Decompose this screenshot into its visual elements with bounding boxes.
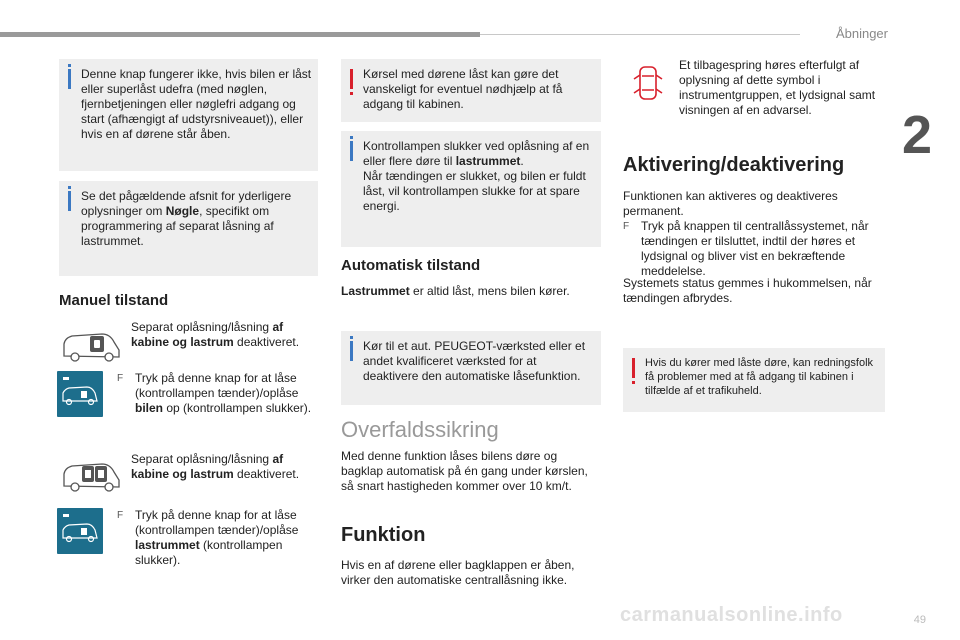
funktion-text: Hvis en af dørene eller bagklappen er åben, virker den automatiske centrallåsning ikke. [341, 558, 575, 587]
bullet-marker: F [117, 373, 124, 384]
warning-marker-icon [632, 358, 635, 378]
bullet-text: Tryk på denne knap for at låse (kontrollampen tænder)/oplåse lastrummet (kontrollampen slukker). [135, 508, 299, 567]
info-box-text: Kontrollampen slukker ved oplåsning af en eller flere døre til lastrummet. Når tændingen er slukket, og bilen er fuldt låst, vil kontrollampen slukke for at spare energi. [363, 139, 590, 213]
van-lock-button-icon [57, 508, 103, 554]
van-lock-button-icon [57, 371, 103, 417]
info-box-indicator [341, 131, 601, 247]
warning-box-locked-doors [341, 59, 601, 122]
info-box-button-note [59, 59, 318, 171]
section-title-automatic: Automatisk tilstand [341, 257, 481, 274]
header-rule-thin [480, 34, 800, 35]
manual-item-1: Separat oplåsning/låsning af kabine og lastrum deaktiveret. [131, 320, 300, 349]
bullet-text: Tryk på denne knap for at låse (kontrollampen tænder)/oplåse bilen op (kontrollampen slukker). [135, 371, 312, 415]
info-box-workshop [341, 331, 601, 405]
van-outline-icon [62, 330, 122, 364]
info-box-text: Se det pågældende afsnit for yderligere oplysninger om Nøgle, specifikt om programmering af separat låsning af lastrummet. [81, 189, 292, 248]
chapter-number: 2 [902, 105, 933, 165]
info-marker-icon [68, 191, 71, 211]
overfald-text: Med denne funktion låses bilens døre og bagklap automatisk på én gang under kørslen, så snart hastigheden kommer over 10 km/t. [341, 449, 588, 493]
info-box-text: Denne knap fungerer ikke, hvis bilen er låst eller superlåst udefra (med nøglen, fjernbetjeningen eller nøglefri adgang og start (afhængigt af udstyrsniveauet)), eller hvis en af dørene står åben. [81, 67, 312, 141]
bullet-marker: F [117, 510, 124, 521]
section-title-activation: Aktivering/deaktivering [623, 154, 845, 176]
bullet-text: Tryk på knappen til centrallåssystemet, når tændingen er tilsluttet, indtil der høres et lydsignal og bliver vist en bekræftende meddelelse. [641, 219, 869, 278]
info-marker-icon [350, 141, 353, 161]
info-marker-icon [68, 69, 71, 89]
page-number: 49 [913, 614, 926, 626]
warning-box-rescue [623, 348, 885, 412]
section-title-overfald: Overfaldssikring [341, 417, 499, 442]
section-title-funktion: Funktion [341, 524, 426, 546]
info-marker-icon [350, 341, 353, 361]
beep-text: Et tilbagespring høres efterfulgt af oplysning af dette symbol i instrumentgruppen, et lydsignal samt visningen af en advarsel. [679, 58, 876, 117]
info-box-key-note [59, 181, 318, 276]
manual-bullet-2 [117, 508, 327, 570]
warning-box-text: Hvis du kører med låste døre, kan redningsfolk få problemer med at få adgang til kabinen i tilfælde af et trafikuheld. [645, 357, 874, 397]
warning-box-text: Kørsel med dørene låst kan gøre det vanskeligt for eventuel nødhjælp at få adgang til kabinen. [363, 67, 563, 111]
activation-intro: Funktionen kan aktiveres og deaktiveres permanent. [623, 189, 838, 218]
bullet-marker: F [623, 221, 630, 232]
manual-item-3: Separat oplåsning/låsning af kabine og lastrum deaktiveret. [131, 452, 300, 481]
door-open-warning-icon [632, 63, 664, 103]
activation-bullet [623, 219, 888, 279]
watermark: carmanualsonline.info [620, 604, 843, 626]
chapter-title: Åbninger [835, 26, 888, 41]
section-title-manual: Manuel tilstand [59, 292, 169, 309]
warning-marker-icon [350, 69, 353, 89]
activation-end: Systemets status gemmes i hukommelsen, når tændingen afbrydes. [623, 276, 872, 305]
van-outline-icon [62, 460, 122, 494]
manual-bullet-1 [117, 371, 327, 421]
info-box-text: Kør til et aut. PEUGEOT-værksted eller et andet kvalificeret værksted for at deaktivere den automatiske låsefunktion. [363, 339, 586, 383]
header-rule [0, 32, 480, 37]
automatic-text: Lastrummet er altid låst, mens bilen kører. [341, 284, 570, 298]
